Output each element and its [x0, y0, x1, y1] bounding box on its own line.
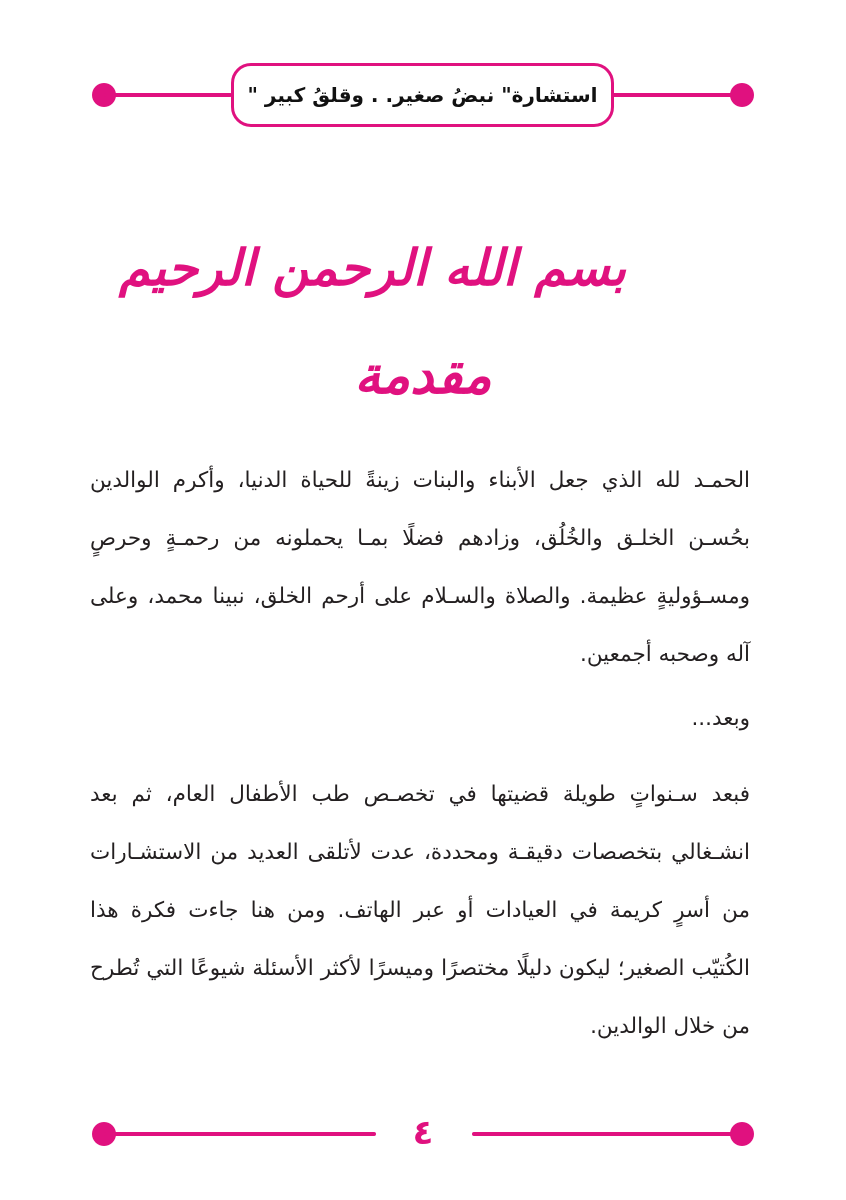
page-number: ٤ — [412, 1113, 434, 1153]
header-right-rule — [612, 93, 742, 97]
paragraph-praise: الحمـد لله الذي جعل الأبناء والبنات زينةً للحياة الدنيا، وأكرم الوالدين بحُسـن الخلـق والخُلُق، وزادهم فضلًا بمـا يحملونه من رحمـةٍ وحرصٍ ومسـؤوليةٍ عظيمة. والصلاة والسـلام على أرحم الخلق، نبينا محمد، وعلى آله وصحبه أجمعين. — [90, 468, 750, 667]
header-right-dot — [730, 83, 754, 107]
basmala-calligraphy: بسم الله الرحمن الرحيم — [118, 238, 626, 297]
footer-right-rule — [472, 1132, 742, 1136]
header-left-rule — [104, 93, 232, 97]
footer-left-rule — [104, 1132, 376, 1136]
footer-right-dot — [730, 1122, 754, 1146]
introduction-heading: مقدمة — [354, 345, 492, 406]
header-title: استشارة" نبضُ صغير. . وقلقُ كبير " — [247, 83, 598, 107]
paragraph-after: وبعد... — [691, 706, 750, 731]
paragraph-purpose: فبعد سـنواتٍ طويلة قضيتها في تخصـص طب الأطفال العام، ثم بعد انشـغالي بتخصصات دقيقـة ومحددة، عدت لأتلقى العديد من الاستشـارات من أسرٍ كريمة في العيادات أو عبر الهاتف. ومن هنا جاءت فكرة هذا الكُتيّب الصغير؛ ليكون دليلًا مختصرًا وميسرًا لأكثر الأسئلة شيوعًا التي تُطرح من خلال الوالدين. — [90, 782, 750, 1039]
header-title-box — [231, 63, 614, 127]
